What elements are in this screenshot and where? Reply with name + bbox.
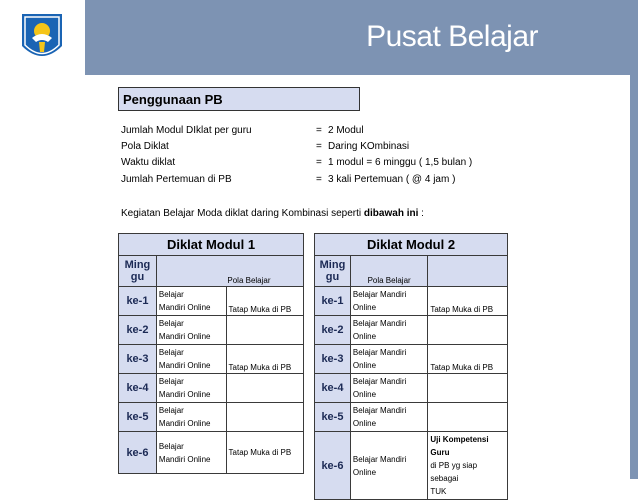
table-row <box>119 432 304 474</box>
pattern-a <box>350 345 427 374</box>
pattern-a-l1: Belajar Mandiri <box>352 454 407 464</box>
week-header-l1: Ming <box>319 259 346 271</box>
week-label: ke-5 <box>119 403 157 432</box>
pattern-a <box>350 374 427 403</box>
table-row <box>119 403 304 432</box>
pattern-a <box>350 403 427 432</box>
week-label: ke-2 <box>119 316 157 345</box>
pattern-a-l2: Mandiri Online <box>158 332 211 341</box>
pattern-a-l2: Online <box>352 419 377 428</box>
pattern-a-l2: Mandiri Online <box>158 303 211 312</box>
pattern-a <box>350 287 427 316</box>
section-title: Penggunaan PB <box>118 87 360 111</box>
header-band <box>85 0 638 75</box>
module1-pattern-header: Pola Belajar <box>156 256 303 287</box>
week-label: ke-6 <box>119 432 157 474</box>
pattern-b <box>226 403 303 432</box>
table-row <box>315 403 508 432</box>
info-eq: = <box>316 141 322 152</box>
module1-title: Diklat Modul 1 <box>119 234 304 256</box>
pattern-a-l1: Belajar <box>158 348 184 357</box>
pattern-a-l2: Mandiri Online <box>158 419 211 428</box>
pattern-b-l2: di PB yg siap sebagai <box>430 461 478 483</box>
pattern-a-l2: Online <box>352 467 377 477</box>
pattern-a-l1: Belajar <box>158 406 184 415</box>
week-label: ke-4 <box>315 374 351 403</box>
info-row <box>121 141 541 154</box>
pattern-a <box>156 316 226 345</box>
module2-week-header <box>315 256 351 287</box>
table-row <box>315 287 508 316</box>
info-value: Daring KOmbinasi <box>328 141 410 152</box>
pattern-a-l2: Online <box>352 361 377 370</box>
table-row <box>315 345 508 374</box>
pattern-a <box>156 432 226 474</box>
pattern-a-l2: Mandiri Online <box>158 361 211 370</box>
pattern-a <box>350 316 427 345</box>
pattern-b <box>428 374 508 403</box>
table-row <box>119 345 304 374</box>
pattern-a-l1: Belajar <box>158 290 184 299</box>
table-row <box>315 374 508 403</box>
info-eq: = <box>316 125 322 136</box>
pattern-b-l1: Uji Kompetensi Guru <box>430 435 489 457</box>
module1-table <box>118 233 304 474</box>
table-row <box>315 432 508 500</box>
module2-title: Diklat Modul 2 <box>315 234 508 256</box>
pattern-a <box>156 287 226 316</box>
week-label: ke-2 <box>315 316 351 345</box>
module1-week-header <box>119 256 157 287</box>
table-row <box>119 287 304 316</box>
week-header-l2: gu <box>325 271 340 283</box>
week-label: ke-1 <box>315 287 351 316</box>
info-key: Waktu diklat <box>121 157 176 168</box>
table-row <box>119 374 304 403</box>
week-label: ke-1 <box>119 287 157 316</box>
pattern-a-l1: Belajar <box>158 377 184 386</box>
pattern-a <box>156 374 226 403</box>
pattern-a-l1: Belajar Mandiri <box>352 319 407 328</box>
pattern-a-l1: Belajar <box>158 441 184 451</box>
pattern-a-l2: Online <box>352 303 377 312</box>
info-row <box>121 125 541 138</box>
week-label: ke-4 <box>119 374 157 403</box>
week-header-l2: gu <box>130 271 145 283</box>
page-title: Pusat Belajar <box>366 20 538 53</box>
info-row <box>121 174 541 187</box>
info-value: 1 modul = 6 minggu ( 1,5 bulan ) <box>328 157 473 168</box>
pattern-b <box>428 316 508 345</box>
pattern-b: Tatap Muka di PB <box>428 287 508 316</box>
pattern-b: Tatap Muka di PB <box>226 345 303 374</box>
tut-wuri-handayani-logo-icon <box>12 8 72 68</box>
pattern-a-l1: Belajar Mandiri <box>352 290 407 299</box>
pattern-b <box>226 316 303 345</box>
pattern-b: Tatap Muka di PB <box>428 345 508 374</box>
module2-pattern-header: Pola Belajar <box>350 256 427 287</box>
pattern-a-l2: Mandiri Online <box>158 454 211 464</box>
pattern-b <box>428 403 508 432</box>
info-value: 3 kali Pertemuan ( @ 4 jam ) <box>328 174 456 185</box>
module2-table <box>314 233 508 500</box>
pattern-b: Tatap Muka di PB <box>226 287 303 316</box>
pattern-a-l1: Belajar Mandiri <box>352 348 407 357</box>
activity-bold: dibawah ini <box>363 208 419 219</box>
week-label: ke-3 <box>315 345 351 374</box>
pattern-b <box>226 374 303 403</box>
info-eq: = <box>316 157 322 168</box>
info-key: Jumlah Pertemuan di PB <box>121 174 232 185</box>
table-row <box>119 316 304 345</box>
week-header-l1: Ming <box>124 259 151 271</box>
pattern-a-l1: Belajar <box>158 319 184 328</box>
activity-prefix: Kegiatan Belajar Moda diklat daring Kombinasi seperti <box>121 208 364 219</box>
pattern-a-l2: Online <box>352 332 377 341</box>
pattern-a-l2: Mandiri Online <box>158 390 211 399</box>
info-value: 2 Modul <box>328 125 364 136</box>
pattern-a-l1: Belajar Mandiri <box>352 406 407 415</box>
pattern-a-l1: Belajar Mandiri <box>352 377 407 386</box>
pattern-a <box>156 345 226 374</box>
info-key: Jumlah Modul DIklat per guru <box>121 125 252 136</box>
activity-text <box>121 208 424 219</box>
pattern-a-l2: Online <box>352 390 377 399</box>
week-label: ke-3 <box>119 345 157 374</box>
info-eq: = <box>316 174 322 185</box>
week-label: ke-5 <box>315 403 351 432</box>
logo-area <box>0 0 85 75</box>
info-key: Pola Diklat <box>121 141 169 152</box>
week-label: ke-6 <box>315 432 351 500</box>
pattern-b-l3: TUK <box>430 487 447 496</box>
pattern-b <box>428 432 508 500</box>
module2-pattern-header-blank <box>428 256 508 287</box>
pattern-a <box>156 403 226 432</box>
pattern-a <box>350 432 427 500</box>
table-row <box>315 316 508 345</box>
right-edge-bar <box>630 75 638 479</box>
pattern-b: Tatap Muka di PB <box>226 432 303 474</box>
info-row <box>121 157 541 170</box>
activity-suffix: : <box>418 208 424 219</box>
